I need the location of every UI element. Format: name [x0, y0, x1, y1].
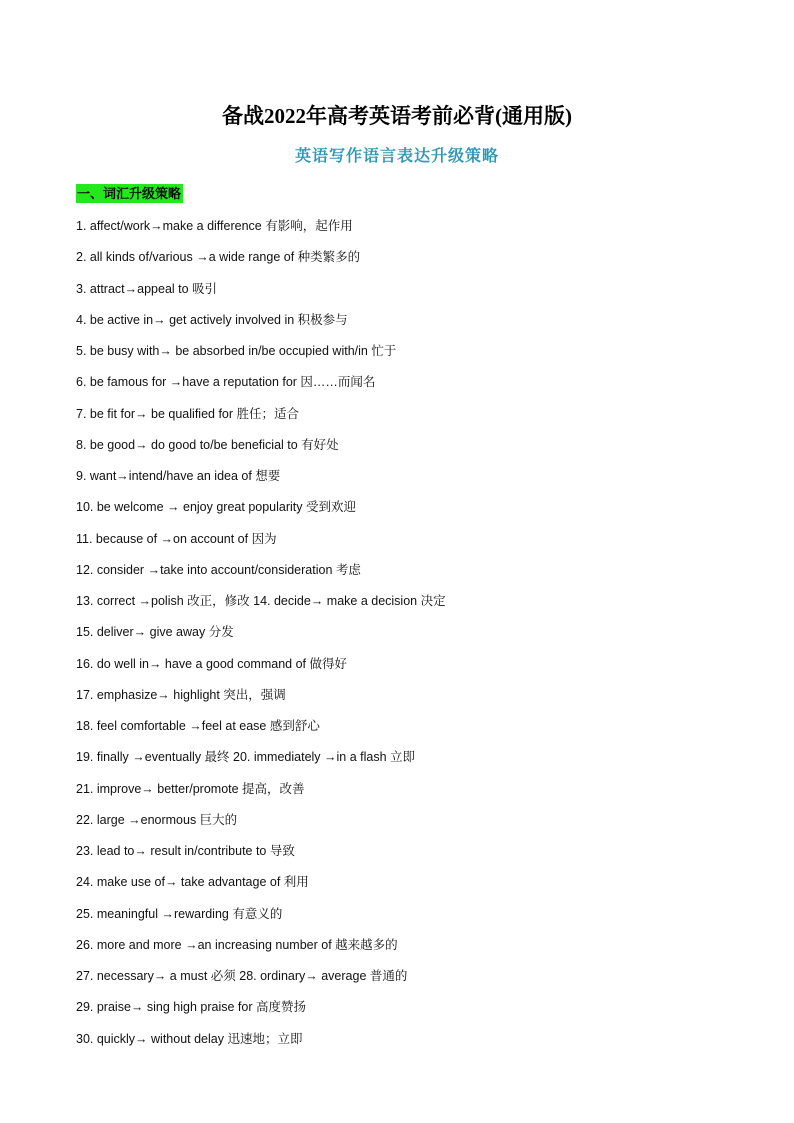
list-item: 11. because of →on account of 因为	[76, 531, 277, 546]
list-item: 30. quickly→ without delay 迅速地；立即	[76, 1031, 303, 1046]
list-item: 17. emphasize→ highlight 突出，强调	[76, 687, 286, 702]
document-title: 备战2022年高考英语考前必背(通用版)	[222, 104, 572, 128]
list-item: 4. be active in→ get actively involved in 积极参与	[76, 312, 348, 327]
list-item: 27. necessary→ a must 必须 28. ordinary→ average 普通的	[76, 969, 408, 983]
list-item: 15. deliver→ give away 分发	[76, 625, 234, 640]
list-item: 21. improve→ better/promote 提高，改善	[76, 781, 305, 796]
list-item: 23. lead to→ result in/contribute to 导致	[76, 844, 295, 858]
list-item: 19. finally →eventually 最终 20. immediately →in a flash 立即	[76, 750, 416, 765]
list-item: 6. be famous for →have a reputation for 因……而闻名	[76, 375, 376, 390]
document-subtitle: 英语写作语言表达升级策略	[294, 148, 499, 165]
list-item: 5. be busy with→ be absorbed in/be occupied with/in 忙于	[76, 344, 397, 358]
list-item: 8. be good→ do good to/be beneficial to 有好处	[76, 437, 339, 452]
list-item: 25. meaningful →rewarding 有意义的	[76, 906, 283, 921]
section-heading: 一、词汇升级策略	[77, 186, 182, 201]
list-item: 16. do well in→ have a good command of 做得好	[76, 656, 347, 671]
vocabulary-list	[76, 211, 446, 1055]
list-item: 2. all kinds of/various →a wide range of 种类繁多的	[76, 250, 361, 265]
list-item: 1. affect/work→make a difference 有影响，起作用	[76, 219, 353, 233]
list-item: 9. want→intend/have an idea of 想要	[76, 469, 281, 483]
list-item: 22. large →enormous 巨大的	[76, 812, 238, 827]
list-item: 12. consider →take into account/consideration 考虑	[76, 562, 361, 577]
list-item: 7. be fit for→ be qualified for 胜任；适合	[76, 406, 300, 421]
list-item: 18. feel comfortable →feel at ease 感到舒心	[76, 719, 320, 733]
list-item: 26. more and more →an increasing number of 越来越多的	[76, 937, 398, 952]
list-item: 29. praise→ sing high praise for 高度赞扬	[76, 1000, 306, 1015]
list-item: 13. correct →polish 改正，修改 14. decide→ make a decision 决定	[76, 594, 446, 608]
list-item: 24. make use of→ take advantage of 利用	[76, 875, 309, 890]
list-item: 10. be welcome → enjoy great popularity 受到欢迎	[76, 500, 356, 515]
list-item: 3. attract→appeal to 吸引	[76, 281, 218, 296]
